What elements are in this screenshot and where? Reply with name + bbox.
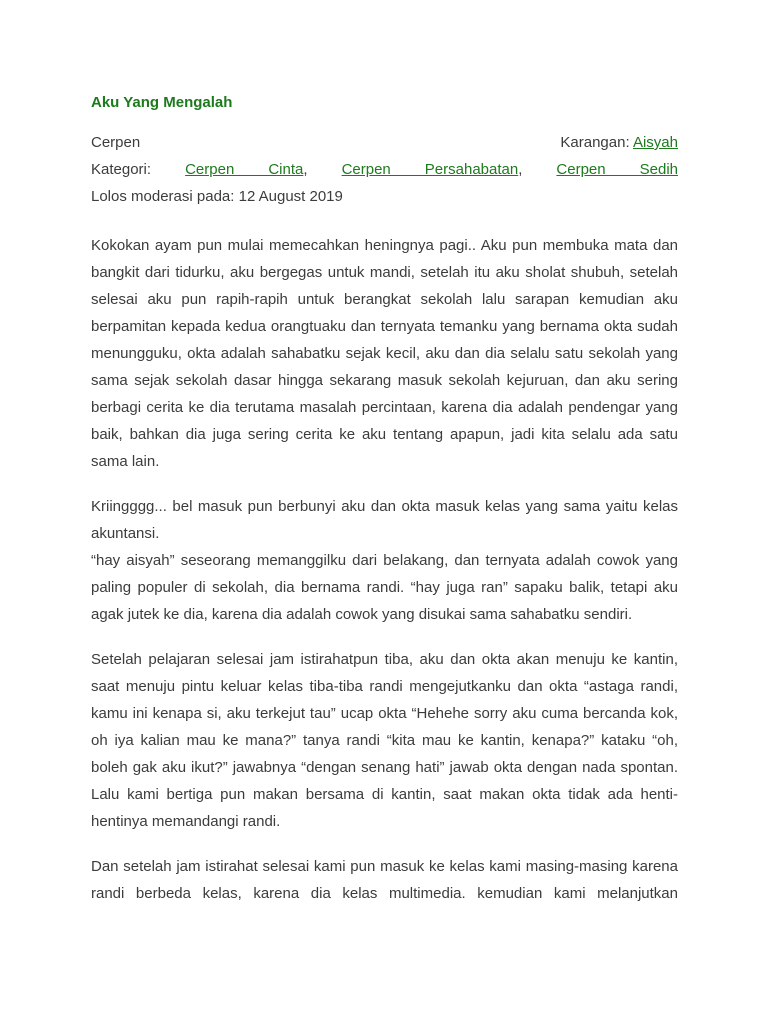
story-body <box>91 232 678 907</box>
category-line <box>91 156 678 183</box>
moderation-label: Lolos moderasi pada: <box>91 188 235 205</box>
moderation-line <box>91 183 678 210</box>
story-paragraph: Setelah pelajaran selesai jam istirahatpun tiba, aku dan okta akan menuju ke kantin, saat menuju pintu keluar kelas tiba-tiba randi mengejutkanku dan okta “astaga randi, kamu ini kenapa si, aku terkejut tau” ucap okta “Hehehe sorry aku cuma bercanda kok, oh iya kalian mau ke mana?” tanya randi “kita mau ke kantin, kenapa?” kataku “oh, boleh gak aku ikut?” jawabnya “dengan senang hati” jawab okta dengan nada spontan. Lalu kami bertiga pun makan bersama di kantin, saat makan okta tidak ada henti-hentinya memandangi randi. <box>91 651 678 830</box>
moderation-date: 12 August 2019 <box>238 188 343 205</box>
author-link[interactable]: Aisyah <box>632 134 678 151</box>
category-link-sedih[interactable]: Cerpen Sedih <box>556 161 679 178</box>
category-link-cinta[interactable]: Cerpen Cinta <box>185 161 304 178</box>
page-title: Aku Yang Mengalah <box>91 94 233 111</box>
category-separator: , <box>518 161 523 178</box>
story-sentence: “hay aisyah” seseorang memanggilku dari belakang, dan ternyata adalah cowok yang paling populer di sekolah, dia bernama randi. “hay juga ran” sapaku balik, tetapi aku agak jutek ke dia, karena dia adalah cowok yang disukai sama sahabatku sendiri. <box>91 552 678 623</box>
author-info <box>560 129 678 156</box>
category-separator: , <box>303 161 308 178</box>
story-sentence: Kriingggg... bel masuk pun berbunyi aku dan okta masuk kelas yang sama yaitu kelas akuntansi. <box>91 498 678 542</box>
story-paragraph <box>91 493 678 628</box>
category-link-persahabatan[interactable]: Cerpen Persahabatan <box>341 161 519 178</box>
article <box>91 93 678 925</box>
author-label: Karangan: <box>560 134 630 151</box>
meta-row <box>91 129 678 156</box>
story-paragraph: Dan setelah jam istirahat selesai kami pun masuk ke kelas kami masing-masing karena randi berbeda kelas, karena dia kelas multimedia. kemudian kami melanjutkan <box>91 858 678 902</box>
category-label: Kategori: <box>91 161 152 178</box>
story-paragraph: Kokokan ayam pun mulai memecahkan heningnya pagi.. Aku pun membuka mata dan bangkit dari tidurku, aku bergegas untuk mandi, setelah itu aku sholat shubuh, setelah selesai aku pun rapih-rapih untuk berangkat sekolah lalu sarapan kemudian aku berpamitan kepada kedua orangtuaku dan ternyata temanku yang bernama okta sudah menungguku, okta adalah sahabatku sejak kecil, aku dan dia selalu satu sekolah yang sama sejak sekolah dasar hingga sekarang masuk sekolah kejuruan, dan aku sering berbagi cerita ke dia terutama masalah percintaan, karena dia adalah pendengar yang baik, bahkan dia juga sering cerita ke aku tentang apapun, jadi kita selalu ada satu sama lain. <box>91 237 678 470</box>
story-type: Cerpen <box>91 134 141 151</box>
